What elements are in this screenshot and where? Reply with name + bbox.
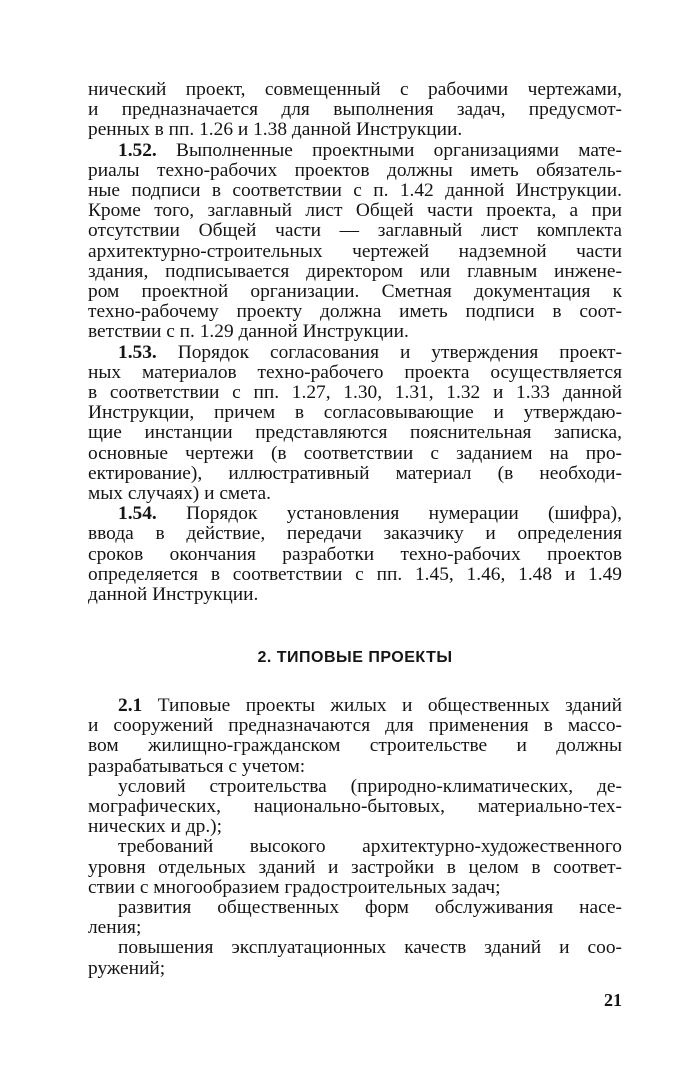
text-fragment: Порядок согласования и утверждения проект- [177, 341, 622, 363]
text-line: ввода в действие, передачи заказчику и определения [88, 523, 622, 545]
text-line: условий строительства (природно-климатических, де- [118, 775, 622, 797]
text-line: ектирование), иллюстративный материал (в необходи- [88, 462, 622, 484]
text-line: определяется в соответствии с пп. 1.45, 1.46, 1.48 и 1.49 [88, 563, 622, 585]
text-line: ных материалов техно-рабочего проекта осуществляется [88, 361, 622, 383]
text-fragment: Типовые проекты жилых и общественных зданий [157, 695, 622, 716]
paragraph-continuation [88, 80, 622, 141]
text-line: данной Инструкции. [88, 584, 259, 606]
list-item [88, 938, 622, 978]
text-line: вом жилищно-гражданском строительстве и должны [88, 735, 622, 757]
text-line: архитектурно-строительных чертежей надземной части [88, 240, 622, 262]
text-fragment: Порядок установления нумерации (шифра), [186, 503, 622, 525]
text-fragment: Выполненные проектными организациями мате- [176, 139, 622, 161]
text-line: сроков окончания разработки техно-рабочих проектов [88, 543, 622, 565]
text-line [88, 343, 622, 363]
text-line: отсутствии Общей части — заглавный лист комплекта [88, 220, 622, 242]
text-line: ствии с многообразием градостроительных задач; [88, 876, 501, 898]
text-line: и предназначается для выполнения задач, предусмот- [88, 99, 622, 121]
page-number: 21 [604, 990, 622, 1010]
text-line [88, 504, 622, 524]
list-item [88, 777, 622, 838]
paragraph-1-54 [88, 504, 622, 605]
text-line: основные чертежи (в соответствии с заданием на про- [88, 442, 622, 464]
text-line: мографических, национально-бытовых, материально-тех- [88, 796, 622, 818]
text-line [88, 141, 622, 161]
paragraph-2-1 [88, 696, 622, 777]
clause-number: 1.54. [118, 503, 157, 525]
text-line: техно-рабочему проекту должна иметь подписи в соот- [88, 301, 622, 323]
text-line: уровня отдельных зданий и застройки в целом в соответ- [88, 856, 622, 878]
clause-number: 2.1 [118, 695, 143, 716]
text-line: ром проектной организации. Сметная документация к [88, 281, 622, 303]
text-line: ления; [88, 917, 142, 939]
text-line: Инструкции, причем в согласовывающие и утверждаю- [88, 402, 622, 424]
section-heading: 2. ТИПОВЫЕ ПРОЕКТЫ [257, 649, 453, 666]
text-line: ветствии с п. 1.29 данной Инструкции. [88, 321, 409, 343]
text-line: ружений; [88, 957, 166, 979]
list-item [88, 837, 622, 898]
text-line: щие инстанции представляются пояснительная записка, [88, 422, 622, 444]
text-line: ные подписи в соответствии с п. 1.42 данной Инструкции. [88, 180, 622, 202]
text-line: повышения эксплуатационных качеств зданий и соо- [118, 937, 622, 959]
text-line: риалы техно-рабочих проектов должны иметь обязатель- [88, 159, 622, 181]
text-line: разрабатываться с учетом: [88, 755, 306, 777]
text-line: Кроме того, заглавный лист Общей части проекта, а при [88, 200, 622, 222]
text-line: мых случаях) и смета. [88, 483, 271, 505]
text-line: нический проект, совмещенный с рабочими чертежами, [88, 79, 622, 100]
list-item [88, 898, 622, 938]
text-line: здания, подписывается директором или главным инжене- [88, 260, 622, 282]
text-line: требований высокого архитектурно-художественного [118, 836, 622, 858]
text-line: развития общественных форм обслуживания насе- [118, 897, 622, 919]
text-line [88, 696, 622, 716]
paragraph-1-52 [88, 141, 622, 343]
clause-number: 1.53. [118, 341, 157, 363]
clause-number: 1.52. [118, 139, 157, 161]
text-line: и сооружений предназначаются для применения в массо- [88, 715, 622, 737]
text-line: в соответствии с пп. 1.27, 1.30, 1.31, 1.32 и 1.33 данной [88, 382, 622, 404]
text-block-section-2 [88, 696, 622, 979]
text-line: ренных в пп. 1.26 и 1.38 данной Инструкции. [88, 119, 463, 141]
text-line: нических и др.); [88, 816, 223, 838]
paragraph-1-53 [88, 343, 622, 505]
text-block-section-1 [88, 80, 622, 605]
